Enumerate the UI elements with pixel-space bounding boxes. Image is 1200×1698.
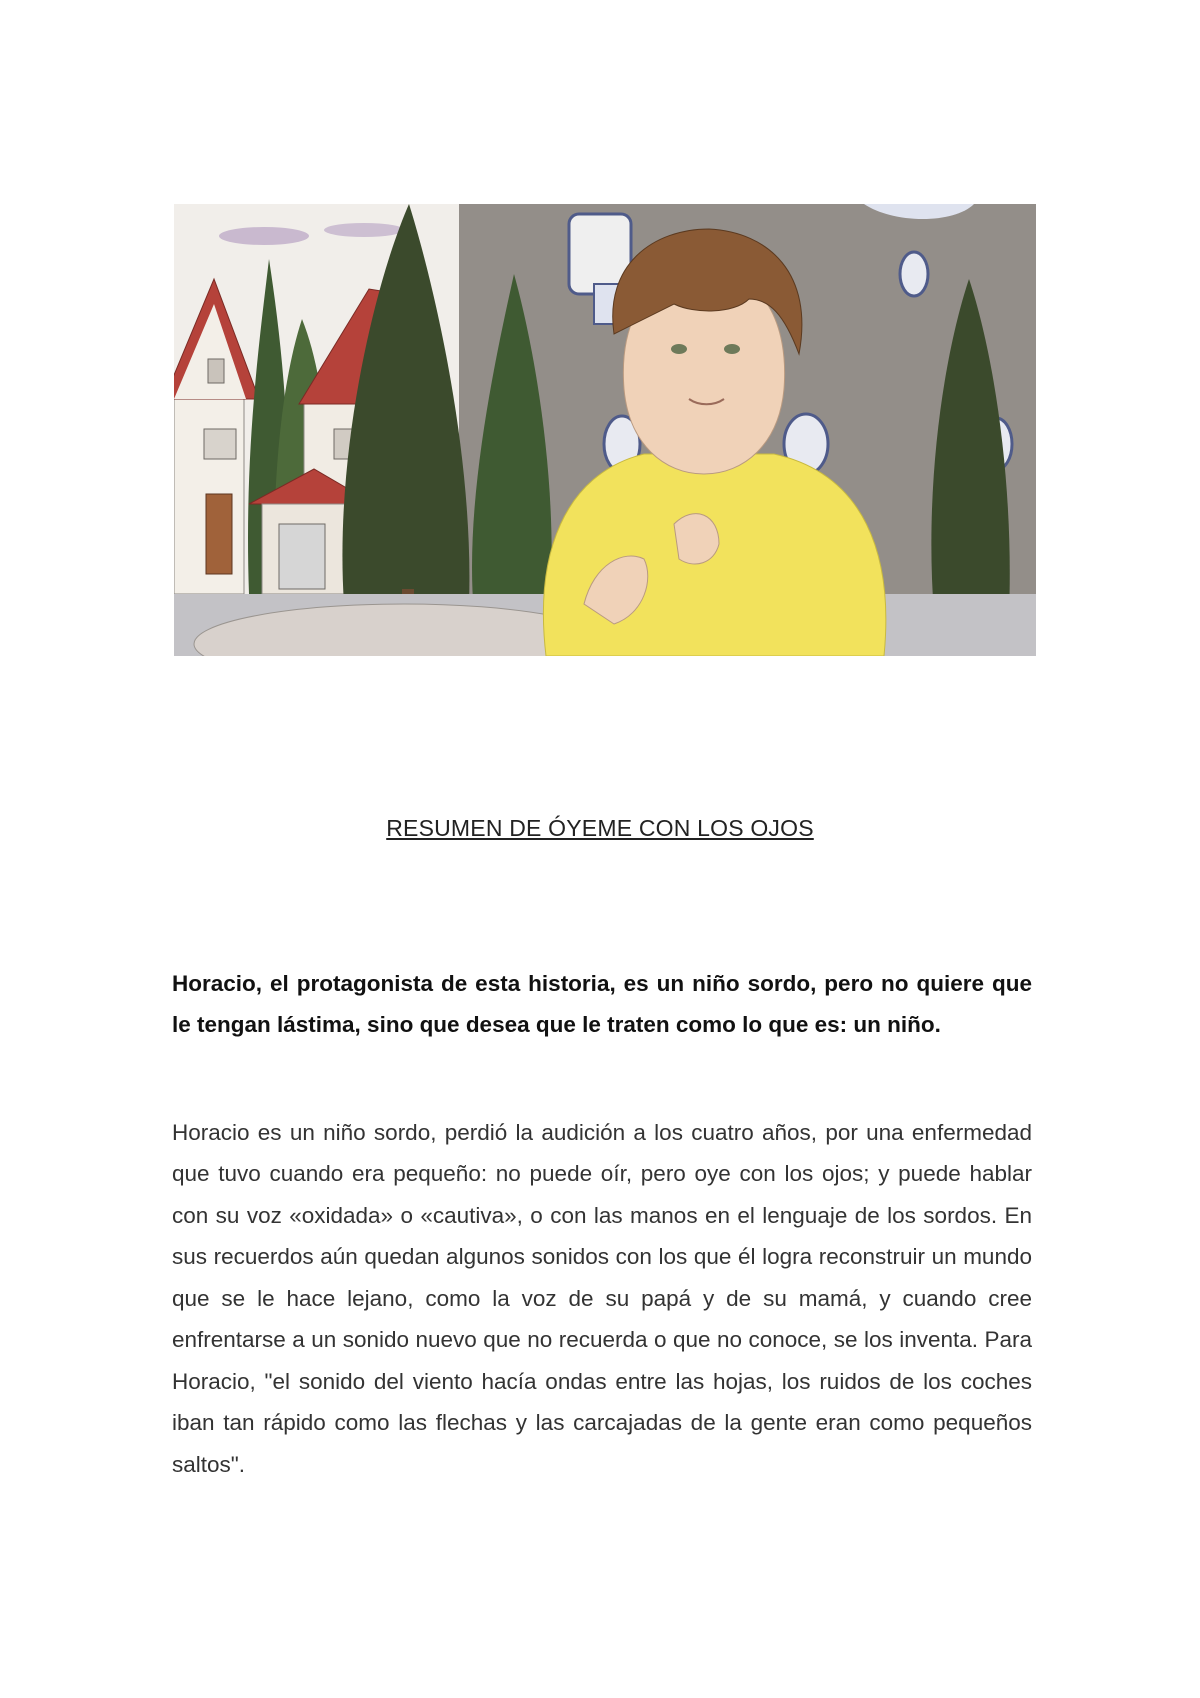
boy-signing-illustration xyxy=(174,204,1036,656)
document-title: RESUMEN DE ÓYEME CON LOS OJOS xyxy=(386,815,814,841)
cover-illustration xyxy=(174,204,1036,656)
summary-paragraph: Horacio es un niño sordo, perdió la audición a los cuatro años, por una enfermedad que tuvo cuando era pequeño: no puede oír, pero oye con los ojos; y puede hablar con su voz «oxidada» o «cautiva», o con las manos en el lenguaje de los sordos. En sus recuerdos aún quedan algunos sonidos con los que él logra reconstruir un mundo que se le hace lejano, como la voz de su papá y de su mamá, y cuando cree enfrentarse a un sonido nuevo que no recuerda o que no conoce, se los inventa. Para Horacio, "el sonido del viento hacía ondas entre las hojas, los ruidos de los coches iban tan rápido como las flechas y las carcajadas de la gente eran como pequeños saltos". xyxy=(172,1119,1032,1477)
lead-paragraph: Horacio, el protagonista de esta historia, es un niño sordo, pero no quiere que le tengan lástima, sino que desea que le traten como lo que es: un niño. xyxy=(172,970,1032,1037)
